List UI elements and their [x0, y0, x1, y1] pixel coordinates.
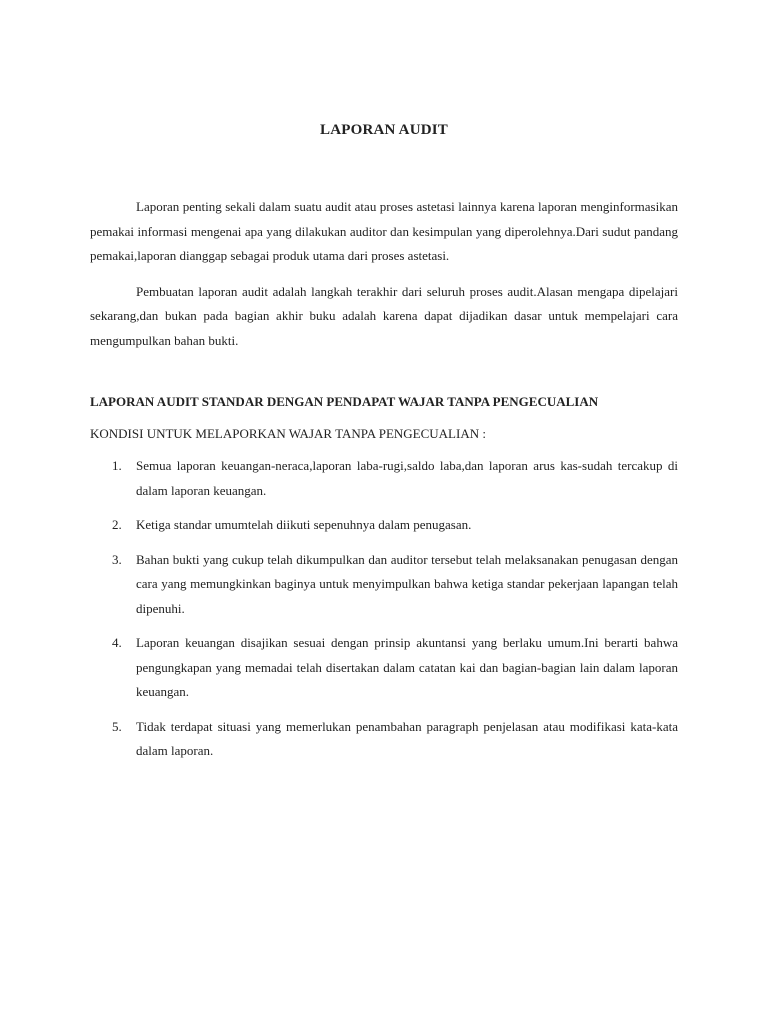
list-item-number: 3. — [112, 551, 122, 567]
list-item — [90, 715, 678, 764]
list-item — [90, 513, 678, 538]
section-heading: LAPORAN AUDIT STANDAR DENGAN PENDAPAT WAJAR TANPA PENGECUALIAN — [90, 394, 599, 409]
conditions-heading: KONDISI UNTUK MELAPORKAN WAJAR TANPA PENGECUALIAN : — [90, 426, 486, 441]
list-item-text: Laporan keuangan disajikan sesuai dengan prinsip akuntansi yang berlaku umum.Ini berarti bahwa pengungkapan yang memadai telah disertakan dalam catatan kai dan bagian-bagian lain dalam laporan keuangan. — [136, 635, 678, 699]
list-item-number: 5. — [112, 718, 122, 734]
list-item-number: 1. — [112, 458, 122, 473]
list-item-number: 4. — [112, 635, 122, 650]
list-item-text: Semua laporan keuangan-neraca,laporan laba-rugi,saldo laba,dan laporan arus kas-sudah tercakup di dalam laporan keuangan. — [136, 458, 678, 498]
list-item-text: Tidak terdapat situasi yang memerlukan penambahan paragraph penjelasan atau modifikasi kata-kata dalam laporan. — [136, 718, 678, 758]
intro-paragraph-2: Pembuatan laporan audit adalah langkah terakhir dari seluruh proses audit.Alasan mengapa dipelajari sekarang,dan bukan pada bagian akhir buku adalah karena dapat dijadikan dasar untuk mempelajari cara mengumpulkan bahan bukti. — [90, 283, 678, 348]
list-item — [90, 631, 678, 705]
intro-paragraph-1: Laporan penting sekali dalam suatu audit atau proses astetasi lainnya karena laporan menginformasikan pemakai informasi mengenai apa yang dilakukan auditor dan kesimpulan yang diperolehnya.Dari sudut pandang pemakai,laporan dianggap sebagai produk utama dari proses astetasi. — [90, 199, 678, 263]
document-title: LAPORAN AUDIT — [319, 122, 449, 138]
list-item-text: Bahan bukti yang cukup telah dikumpulkan dan auditor tersebut telah melaksanakan penugasan dengan cara yang memungkinkan baginya untuk menyimpulkan bahwa ketiga standar pekerjaan lapangan telah dipenuhi. — [136, 551, 678, 616]
list-item — [90, 454, 678, 503]
list-item — [90, 548, 678, 622]
list-item-number: 2. — [112, 517, 122, 532]
list-item-text: Ketiga standar umumtelah diikuti sepenuhnya dalam penugasan. — [136, 517, 472, 532]
conditions-list — [90, 454, 678, 764]
